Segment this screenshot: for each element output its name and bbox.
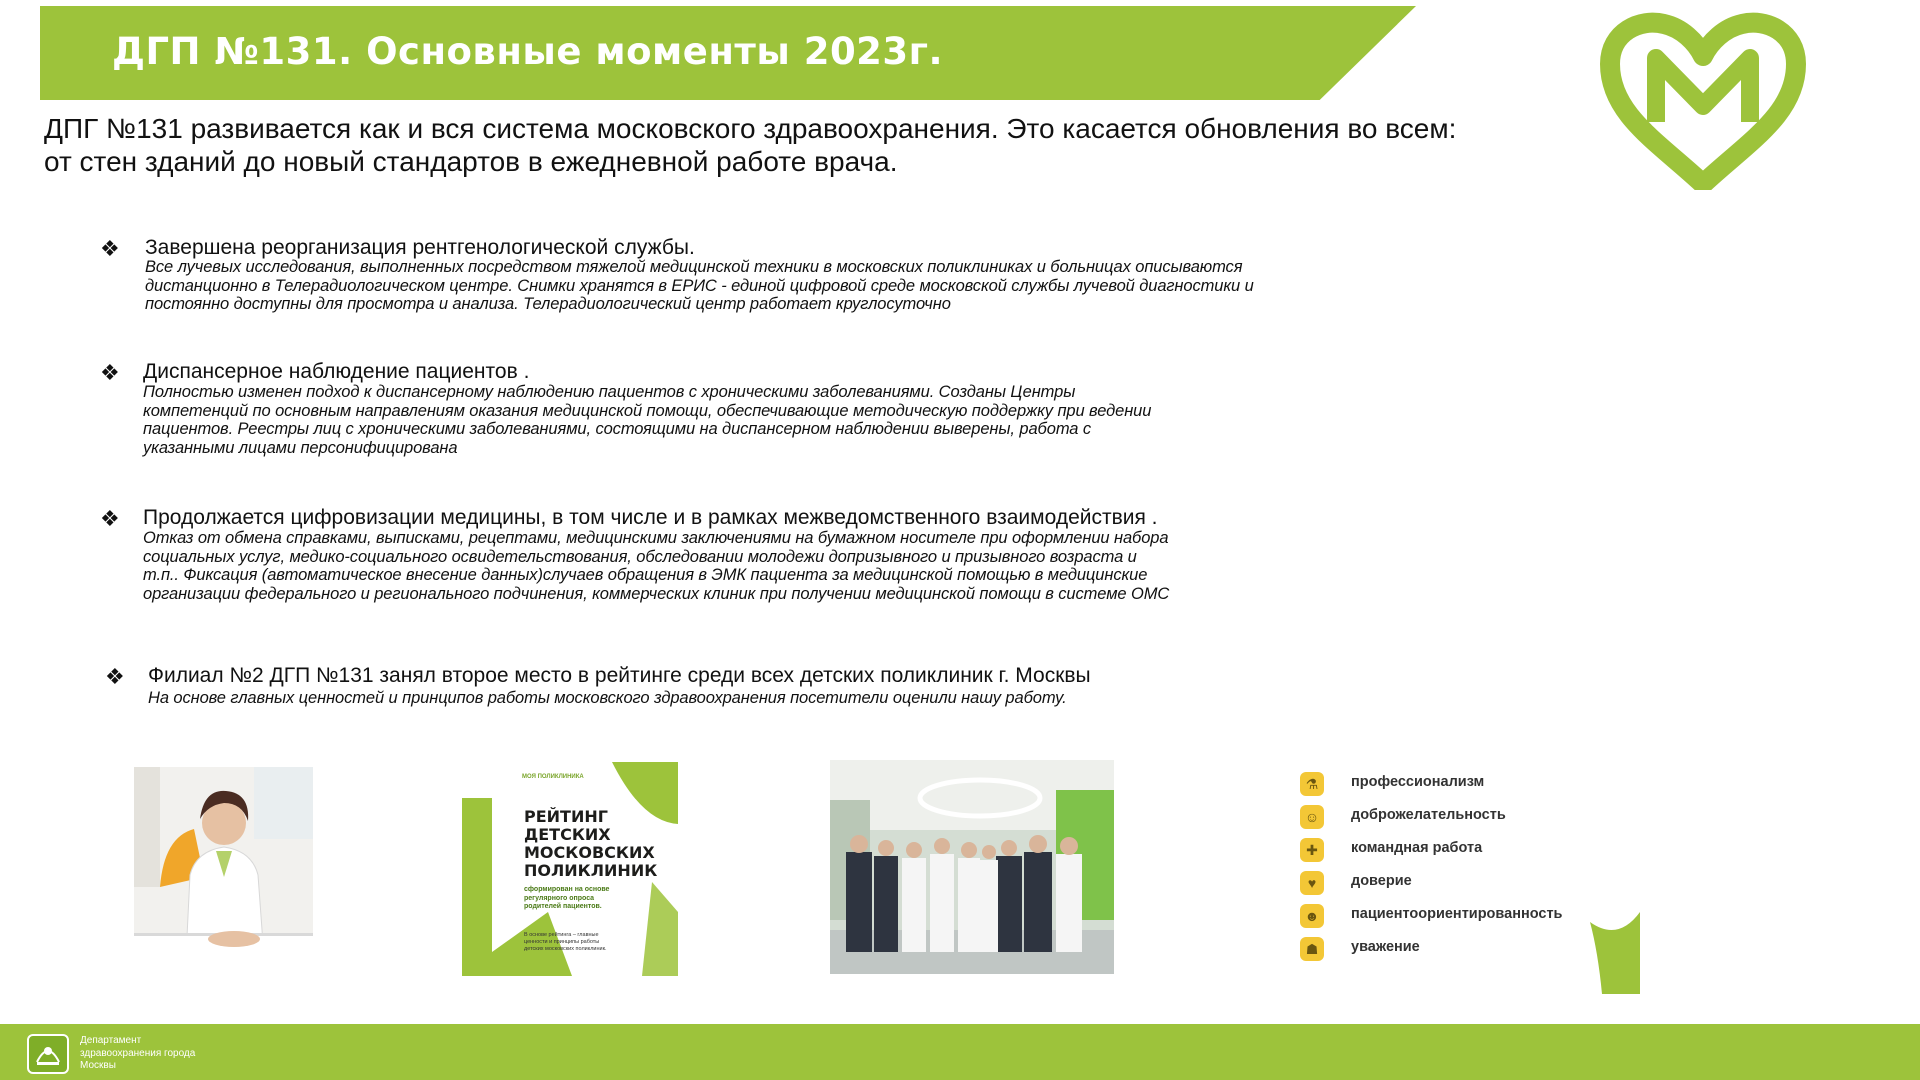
bullet-desc-line: Отказ от обмена справками, выписками, рецептами, медицинскими заключениями на бумажном носителе при оформлении набора — [143, 529, 1169, 547]
bullet-title: Диспансерное наблюдение пациентов . — [143, 360, 530, 383]
people-icon: ☗ — [1300, 937, 1324, 961]
bullet-description — [143, 383, 1151, 457]
bullet-description — [148, 689, 1067, 708]
decorative-green-shape — [1588, 912, 1642, 994]
moscow-health-heart-logo — [1598, 10, 1808, 190]
smile-icon: ☺ — [1300, 805, 1324, 829]
value-label: доверие — [1351, 873, 1412, 889]
patient-icon: ☻ — [1300, 904, 1324, 928]
department-name-line: здравоохранения города — [80, 1047, 196, 1059]
department-emblem-icon — [27, 1034, 69, 1074]
poster-subheading-line: регулярного опроса — [524, 894, 595, 902]
staff-group-illustration — [830, 760, 1114, 974]
poster-heading-line: ПОЛИКЛИНИК — [524, 861, 658, 880]
poster-heading-line: МОСКОВСКИХ — [524, 843, 655, 862]
rating-poster — [462, 762, 678, 976]
bullet-title: Филиал №2 ДГП №131 занял второе место в рейтинге среди всех детских поликлиник г. Москвы — [148, 664, 1091, 687]
bullet-desc-line: социальных услуг, медико-социального освидетельствования, обследовании молодежи допризывного и призывного возраста и — [143, 547, 1137, 566]
handshake-icon: ♥ — [1300, 871, 1324, 895]
bullet-rating-second-place — [105, 664, 1405, 714]
diamond-bullet-icon: ❖ — [100, 506, 120, 531]
bullet-digitalization — [100, 506, 1420, 606]
poster-top-label: МОЯ ПОЛИКЛИНИКА — [522, 774, 584, 780]
poster-subheading — [524, 886, 609, 912]
bullet-desc-line: указанными лицами персонифицирована — [143, 438, 458, 457]
bullet-xray-reorganization — [100, 236, 1400, 316]
poster-footnote — [524, 932, 607, 953]
diamond-bullet-icon: ❖ — [105, 664, 125, 689]
poster-heading — [524, 808, 657, 880]
intro-line-1: ДПГ №131 развивается как и вся система московского здравоохранения. Это касается обновления во всем: — [44, 113, 1457, 144]
diamond-bullet-icon: ❖ — [100, 236, 120, 261]
bullet-desc-line: т.п.. Фиксация (автоматическое внесение данных)случаев обращения в ЭМК пациента за медицинской помощью в медицинские — [143, 566, 1148, 584]
bullet-desc-line: На основе главных ценностей и принципов работы московского здравоохранения посетители оценили нашу работу. — [148, 689, 1067, 707]
value-label: командная работа — [1351, 840, 1483, 856]
bullet-desc-line: организации федерального и регионального подчинения, коммерческих клиник при получении медицинской помощи в системе ОМС — [143, 584, 1170, 603]
bullet-description — [145, 258, 1254, 314]
microscope-icon: ⚗ — [1300, 772, 1324, 796]
staff-group-photo — [830, 760, 1114, 974]
department-name-line: Департамент — [80, 1035, 142, 1046]
value-label: уважение — [1351, 939, 1420, 955]
value-label: пациентоориентированность — [1351, 906, 1563, 922]
bullet-desc-line: постоянно доступны для просмотра и анализа. Телерадиологический центр работает круглосуточно — [145, 295, 951, 313]
poster-footnote-line: детских московских поликлиник. — [524, 946, 607, 952]
bullet-desc-line: дистанционно в Телерадиологическом центре. Снимки хранятся в ЕРИС - единой цифровой среде московской службы лучевой диагностики и — [145, 276, 1254, 295]
value-item — [1296, 869, 1641, 899]
value-item — [1296, 770, 1641, 800]
doctor-illustration — [134, 767, 313, 973]
poster-subheading-line: родителей пациентов. — [524, 903, 602, 910]
footer-bar — [0, 1024, 1920, 1080]
department-name-line: Москвы — [80, 1060, 116, 1071]
page-title: ДГП №131. Основные моменты 2023г. — [112, 30, 944, 73]
bullet-description — [143, 529, 1169, 603]
poster-footnote-line: ценности и принципы работы — [524, 939, 600, 945]
poster-footnote-line: В основе рейтинга – главные — [524, 932, 599, 938]
poster-subheading-line: сформирован на основе — [524, 886, 610, 893]
bullet-title: Завершена реорганизация рентгенологической службы. — [145, 236, 695, 259]
emblem-graphic — [29, 1036, 67, 1072]
doctor-photo — [134, 767, 313, 973]
value-label: профессионализм — [1351, 774, 1485, 790]
poster-heading-line: ДЕТСКИХ — [524, 825, 611, 844]
bullet-desc-line: компетенций по основным направлениям оказания медицинской помощи, обеспечивающие методическую поддержку при ведении — [143, 401, 1152, 420]
diamond-bullet-icon: ❖ — [100, 360, 120, 385]
intro-paragraph — [44, 112, 1576, 178]
puzzle-icon: ✚ — [1300, 838, 1324, 862]
value-item — [1296, 836, 1641, 866]
bullet-dispensary-observation — [100, 360, 1400, 460]
department-name — [80, 1035, 240, 1073]
bullet-desc-line: Полностью изменен подход к диспансерному наблюдению пациентов с хроническими заболеваниями. Созданы Центры — [143, 383, 1076, 401]
value-label: доброжелательность — [1351, 807, 1506, 823]
intro-line-2: от стен зданий до новый стандартов в ежедневной работе врача. — [44, 146, 898, 177]
bullet-desc-line: Все лучевых исследования, выполненных посредством тяжелой медицинской техники в московских поликлиниках и больницах описываются — [145, 258, 1243, 276]
value-item — [1296, 803, 1641, 833]
poster-heading-line: РЕЙТИНГ — [524, 807, 608, 826]
bullet-desc-line: пациентов. Реестры лиц с хроническими заболеваниями, состоящими на диспансерном наблюдении выверены, работа с — [143, 420, 1091, 438]
bullet-title: Продолжается цифровизации медицины, в том числе и в рамках межведомственного взаимодействия . — [143, 506, 1158, 529]
